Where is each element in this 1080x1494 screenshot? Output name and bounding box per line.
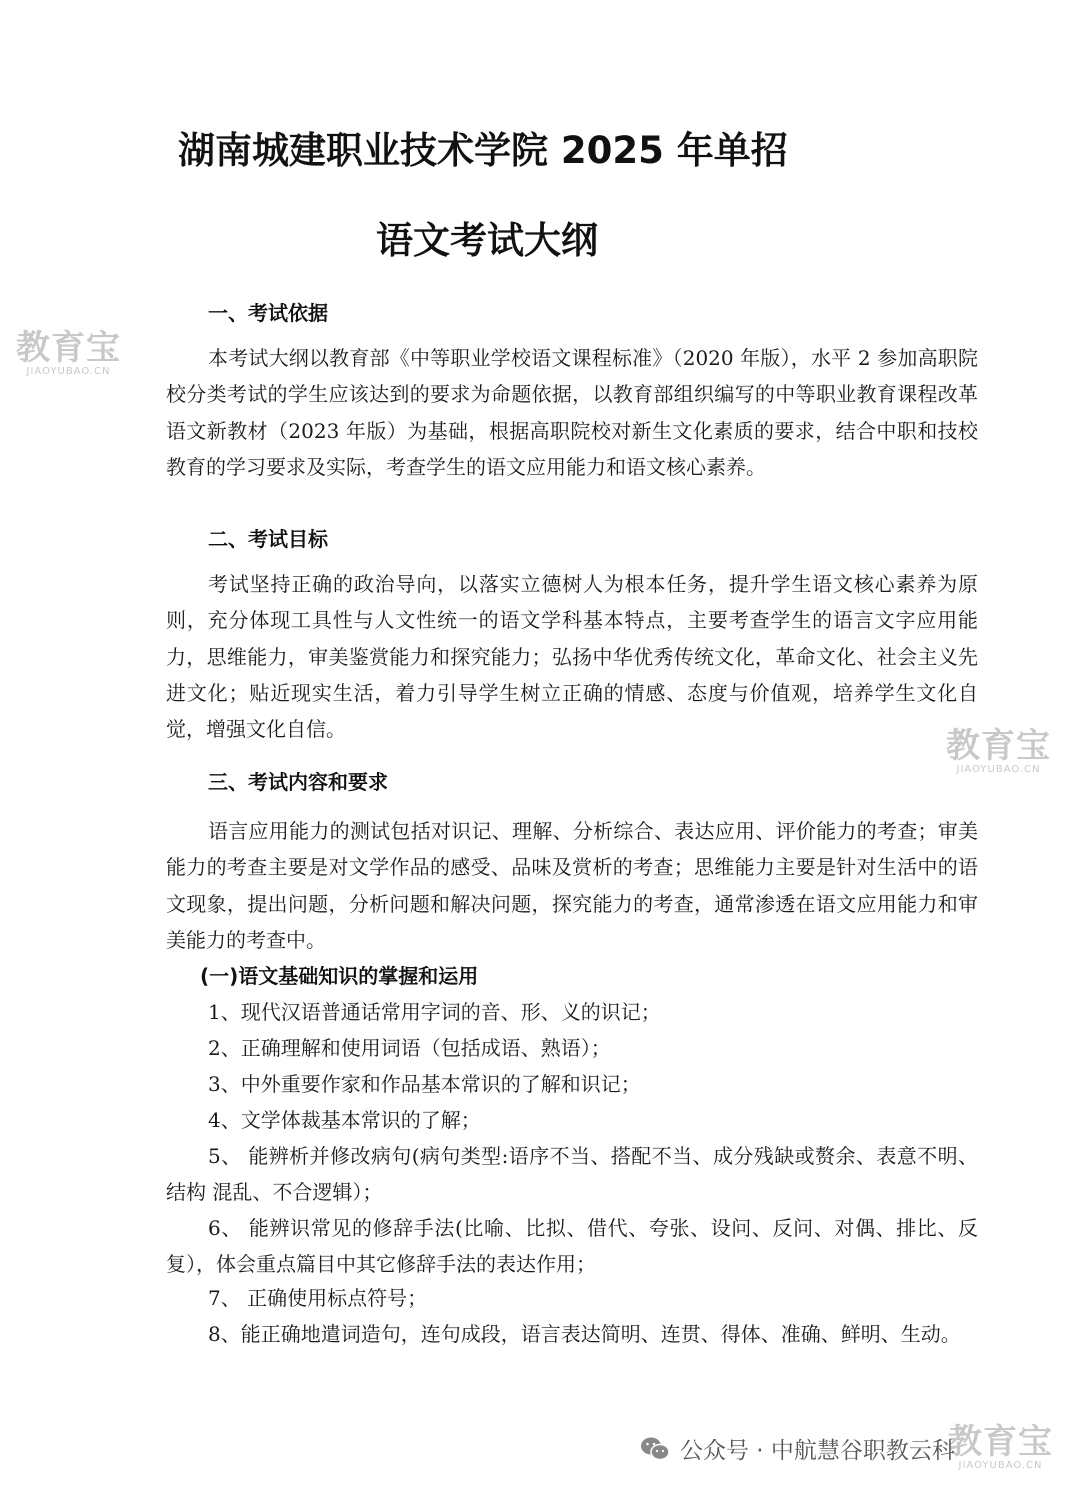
watermark-logo xyxy=(946,728,1051,776)
watermark-logo xyxy=(948,1424,1053,1472)
list-item: 8、能正确地遣词造句，连句成段，语言表达简明、连贯、得体、准确、鲜明、生动。 xyxy=(208,1322,961,1346)
list-item: 4、文学体裁基本常识的了解； xyxy=(208,1108,481,1132)
watermark-domain: JIAOYUBAO.CN xyxy=(26,366,111,377)
list-item: 3、中外重要作家和作品基本常识的了解和识记； xyxy=(208,1072,641,1096)
footer-text: 公众号 · 中航慧谷职教云科 xyxy=(680,1438,955,1464)
watermark-logo xyxy=(16,330,121,378)
watermark-text: 教育宝 xyxy=(946,726,1051,766)
watermark-text: 教育宝 xyxy=(16,328,121,368)
section-heading-goals: 二、考试目标 xyxy=(208,527,328,551)
list-item: 5、 能辨析并修改病句(病句类型:语序不当、搭配不当、成分残缺或赘余、表意不明、结构 混乱、不合逻辑）； xyxy=(166,1144,978,1205)
document-title: 湖南城建职业技术学院 2025 年单招 xyxy=(178,129,788,172)
wechat-icon xyxy=(640,1436,670,1462)
watermark-domain: JIAOYUBAO.CN xyxy=(956,764,1041,775)
document-subtitle: 语文考试大纲 xyxy=(376,219,598,262)
section-text-basis: 本考试大纲以教育部《中等职业学校语文课程标准》（2020 年版），水平 2 参加高职院校分类考试的学生应该达到的要求为命题依据，以教育部组织编写的中等职业教育课程改革语文新教材（2023 年版）为基础，根据高职院校对新生文化素质的要求，结合中职和技校教育的学习要求及实际，考查学生的语文应用能力和语文核心素养。 xyxy=(166,346,978,479)
wechat-footer xyxy=(640,1432,955,1465)
section-heading-basis: 一、考试依据 xyxy=(208,301,328,325)
section-heading-content: 三、考试内容和要求 xyxy=(208,770,388,794)
watermark-domain: JIAOYUBAO.CN xyxy=(958,1460,1043,1471)
list-item: 7、 正确使用标点符号； xyxy=(208,1286,428,1310)
list-item: 6、 能辨识常见的修辞手法(比喻、比拟、借代、夸张、设问、反问、对偶、排比、反复），体会重点篇目中其它修辞手法的表达作用； xyxy=(166,1216,978,1277)
subsection-heading: (一)语文基础知识的掌握和运用 xyxy=(200,964,479,988)
section-text-goals: 考试坚持正确的政治导向，以落实立德树人为根本任务，提升学生语文核心素养为原则，充分体现工具性与人文性统一的语文学科基本特点，主要考查学生的语言文字应用能力，思维能力，审美鉴赏能力和探究能力；弘扬中华优秀传统文化，革命文化、社会主义先进文化；贴近现实生活，着力引导学生树立正确的情感、态度与价值观，培养学生文化自觉，增强文化自信。 xyxy=(166,572,978,742)
list-item: 2、正确理解和使用词语（包括成语、熟语）； xyxy=(208,1036,611,1060)
list-item: 1、现代汉语普通话常用字词的音、形、义的识记； xyxy=(208,1000,661,1024)
section-text-content: 语言应用能力的测试包括对识记、理解、分析综合、表达应用、评价能力的考查；审美能力的考查主要是对文学作品的感受、品味及赏析的考查；思维能力主要是针对生活中的语文现象，提出问题，分析问题和解决问题，探究能力的考查，通常渗透在语文应用能力和审美能力的考查中。 xyxy=(166,819,978,952)
watermark-text: 教育宝 xyxy=(948,1422,1053,1462)
